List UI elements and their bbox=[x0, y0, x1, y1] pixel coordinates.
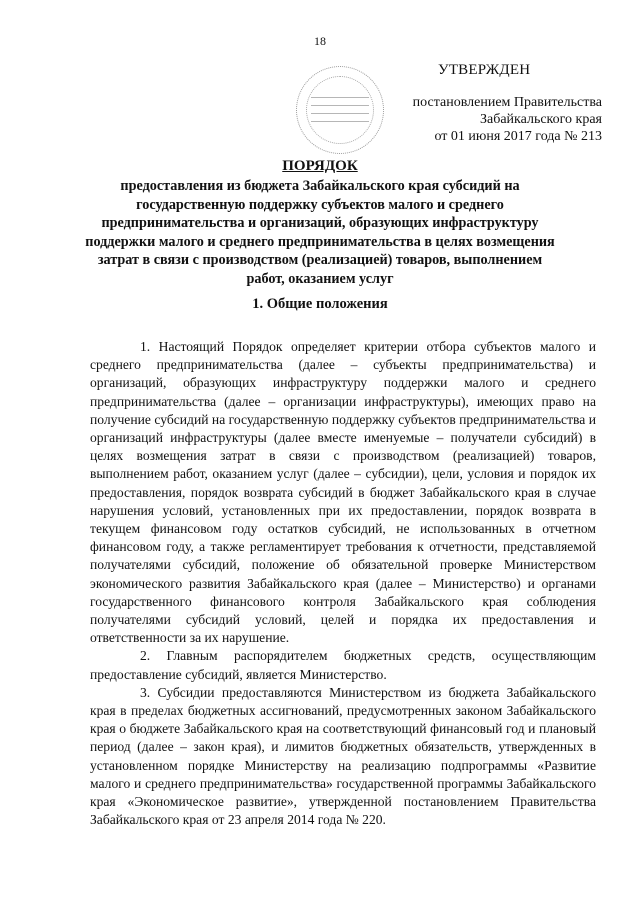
paragraph-3: 3. Субсидии предоставляются Министерством из бюджета Забайкальского края в пределах бюджетных ассигнований, предусмотренных законом Забайкальского края о бюджете Забайкальского края на соответствующий финансовый год и плановый период (далее – закон края), и лимитов бюджетных обязательств, утвержденных в установленном порядке Министерству на реализацию подпрограммы «Развитие малого и среднего предпринимательства» государственной программы Забайкальского края «Экономическое развитие», утвержденной постановлением Правительства Забайкальского края от 23 апреля 2014 года № 220. bbox=[90, 684, 596, 828]
section-body bbox=[90, 338, 596, 829]
page-number: 18 bbox=[314, 34, 326, 48]
official-seal-stamp bbox=[296, 66, 384, 154]
approval-block bbox=[413, 94, 602, 145]
approval-line-3: от 01 июня 2017 года № 213 bbox=[434, 129, 602, 144]
document-title: ПОРЯДОК bbox=[282, 158, 358, 174]
approval-line-2: Забайкальского края bbox=[479, 112, 602, 127]
paragraph-2: 2. Главным распорядителем бюджетных средств, осуществляющим предоставление субсидий, является Министерство. bbox=[90, 648, 596, 682]
approval-line-1: постановлением Правительства bbox=[412, 95, 602, 110]
paragraph-1: 1. Настоящий Порядок определяет критерии отбора субъектов малого и среднего предпринимательства (далее – субъекты предпринимательства) и организаций, образующих инфраструктуру поддержки малого и среднего предпринимательства (далее – организации инфраструктуры), имеющих право на получение субсидий на государственную поддержку субъектов предпринимательства и организаций инфраструктуры (далее вместе именуемые – получатели субсидий) в целях возмещения затрат в связи с производством (реализацией) товаров, выполнением работ, оказанием услуг (далее – субсидии), цели, условия и порядок их предоставления, порядок возврата субсидий в бюджет Забайкальского края в случае нарушения условий, установленных при их предоставлении, порядок возврата в текущем финансовом году остатков субсидий, не использованных в отчетном финансовом году, а также регламентирует требования к отчетности, представляемой получателями субсидий, положение об обязательной проверке Министерством экономического развития Забайкальского края (далее – Министерство) и органами государственного финансового контроля Забайкальского края соблюдения получателями субсидий условий, целей и порядка их предоставления и ответственности за их нарушение. bbox=[90, 339, 596, 646]
document-subtitle: предоставления из бюджета Забайкальского края субсидий на государственную поддержку субъектов малого и среднего предпринимательства и организаций, образующих инфраструктуру поддержки малого и среднего предпринимательства в целях возмещения затрат в связи с производством (реализацией) товаров, выполнением работ, оказанием услуг bbox=[85, 178, 555, 287]
approval-title: УТВЕРЖДЕН bbox=[438, 62, 531, 78]
section-heading: 1. Общие положения bbox=[252, 296, 388, 312]
